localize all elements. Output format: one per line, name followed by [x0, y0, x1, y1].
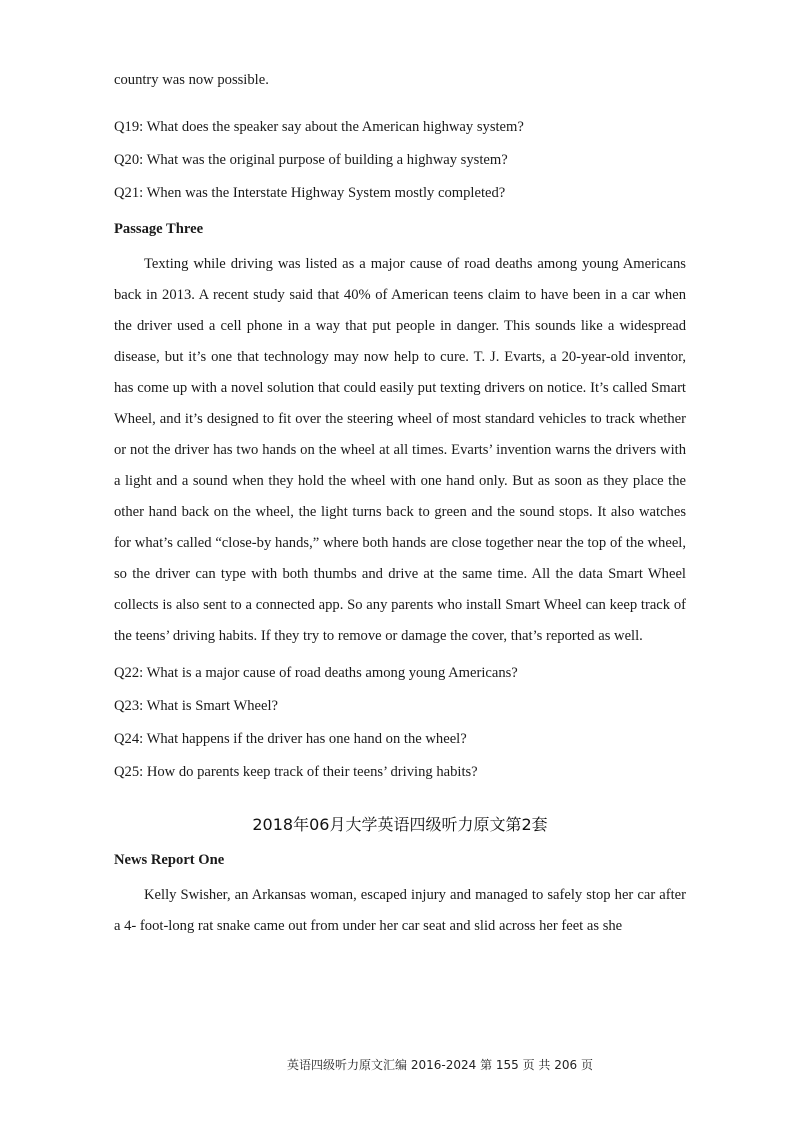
question-q19: Q19: What does the speaker say about the American highway system?	[114, 119, 524, 135]
continuation-text: country was now possible.	[114, 72, 269, 88]
question-q20: Q20: What was the original purpose of building a highway system?	[114, 152, 508, 168]
passage-three-body: Texting while driving was listed as a major cause of road deaths among young Americans back in 2013. A recent study said that 40% of American teens claim to have been in a car when the driver used a cell phone in a way that put people in danger. This sounds like a widespread disease, but it’s one that technology may now help to cure. T. J. Evarts, a 20-year-old inventor, has come up with a novel solution that could easily put texting drivers on notice. It’s called Smart Wheel, and it’s designed to fit over the steering wheel of most standard vehicles to track whether or not the driver has two hands on the wheel at all times. Evarts’ invention warns the drivers with a light and a sound when they hold the wheel with one hand only. But as soon as they place the other hand back on the wheel, the light turns back to green and the sound stops. It also watches for what’s called “close-by hands,” where both hands are close together near the top of the wheel, so the driver can type with both thumbs and drive at the same time. All the data Smart Wheel collects is also sent to a connected app. So any parents who install Smart Wheel can keep track of the teens’ driving habits. If they try to remove or damage the cover, that’s reported as well.	[114, 256, 686, 644]
news-report-one-heading: News Report One	[114, 852, 225, 868]
news-report-one-body: Kelly Swisher, an Arkansas woman, escaped injury and managed to safely stop her car after a 4- foot-long rat snake came out from under her car seat and slid across her feet as she	[114, 887, 686, 934]
question-q24: Q24: What happens if the driver has one hand on the wheel?	[114, 731, 467, 747]
page-footer: 英语四级听力原文汇编 2016-2024 第 155 页 共 206 页	[287, 1058, 593, 1072]
question-q21: Q21: When was the Interstate Highway System mostly completed?	[114, 185, 506, 201]
question-q22: Q22: What is a major cause of road deaths among young Americans?	[114, 665, 518, 681]
question-q23: Q23: What is Smart Wheel?	[114, 698, 279, 714]
section-title: 2018年06月大学英语四级听力原文第2套	[252, 815, 548, 834]
document-page	[114, 70, 686, 953]
question-q25: Q25: How do parents keep track of their teens’ driving habits?	[114, 764, 478, 780]
passage-three-heading: Passage Three	[114, 221, 204, 237]
